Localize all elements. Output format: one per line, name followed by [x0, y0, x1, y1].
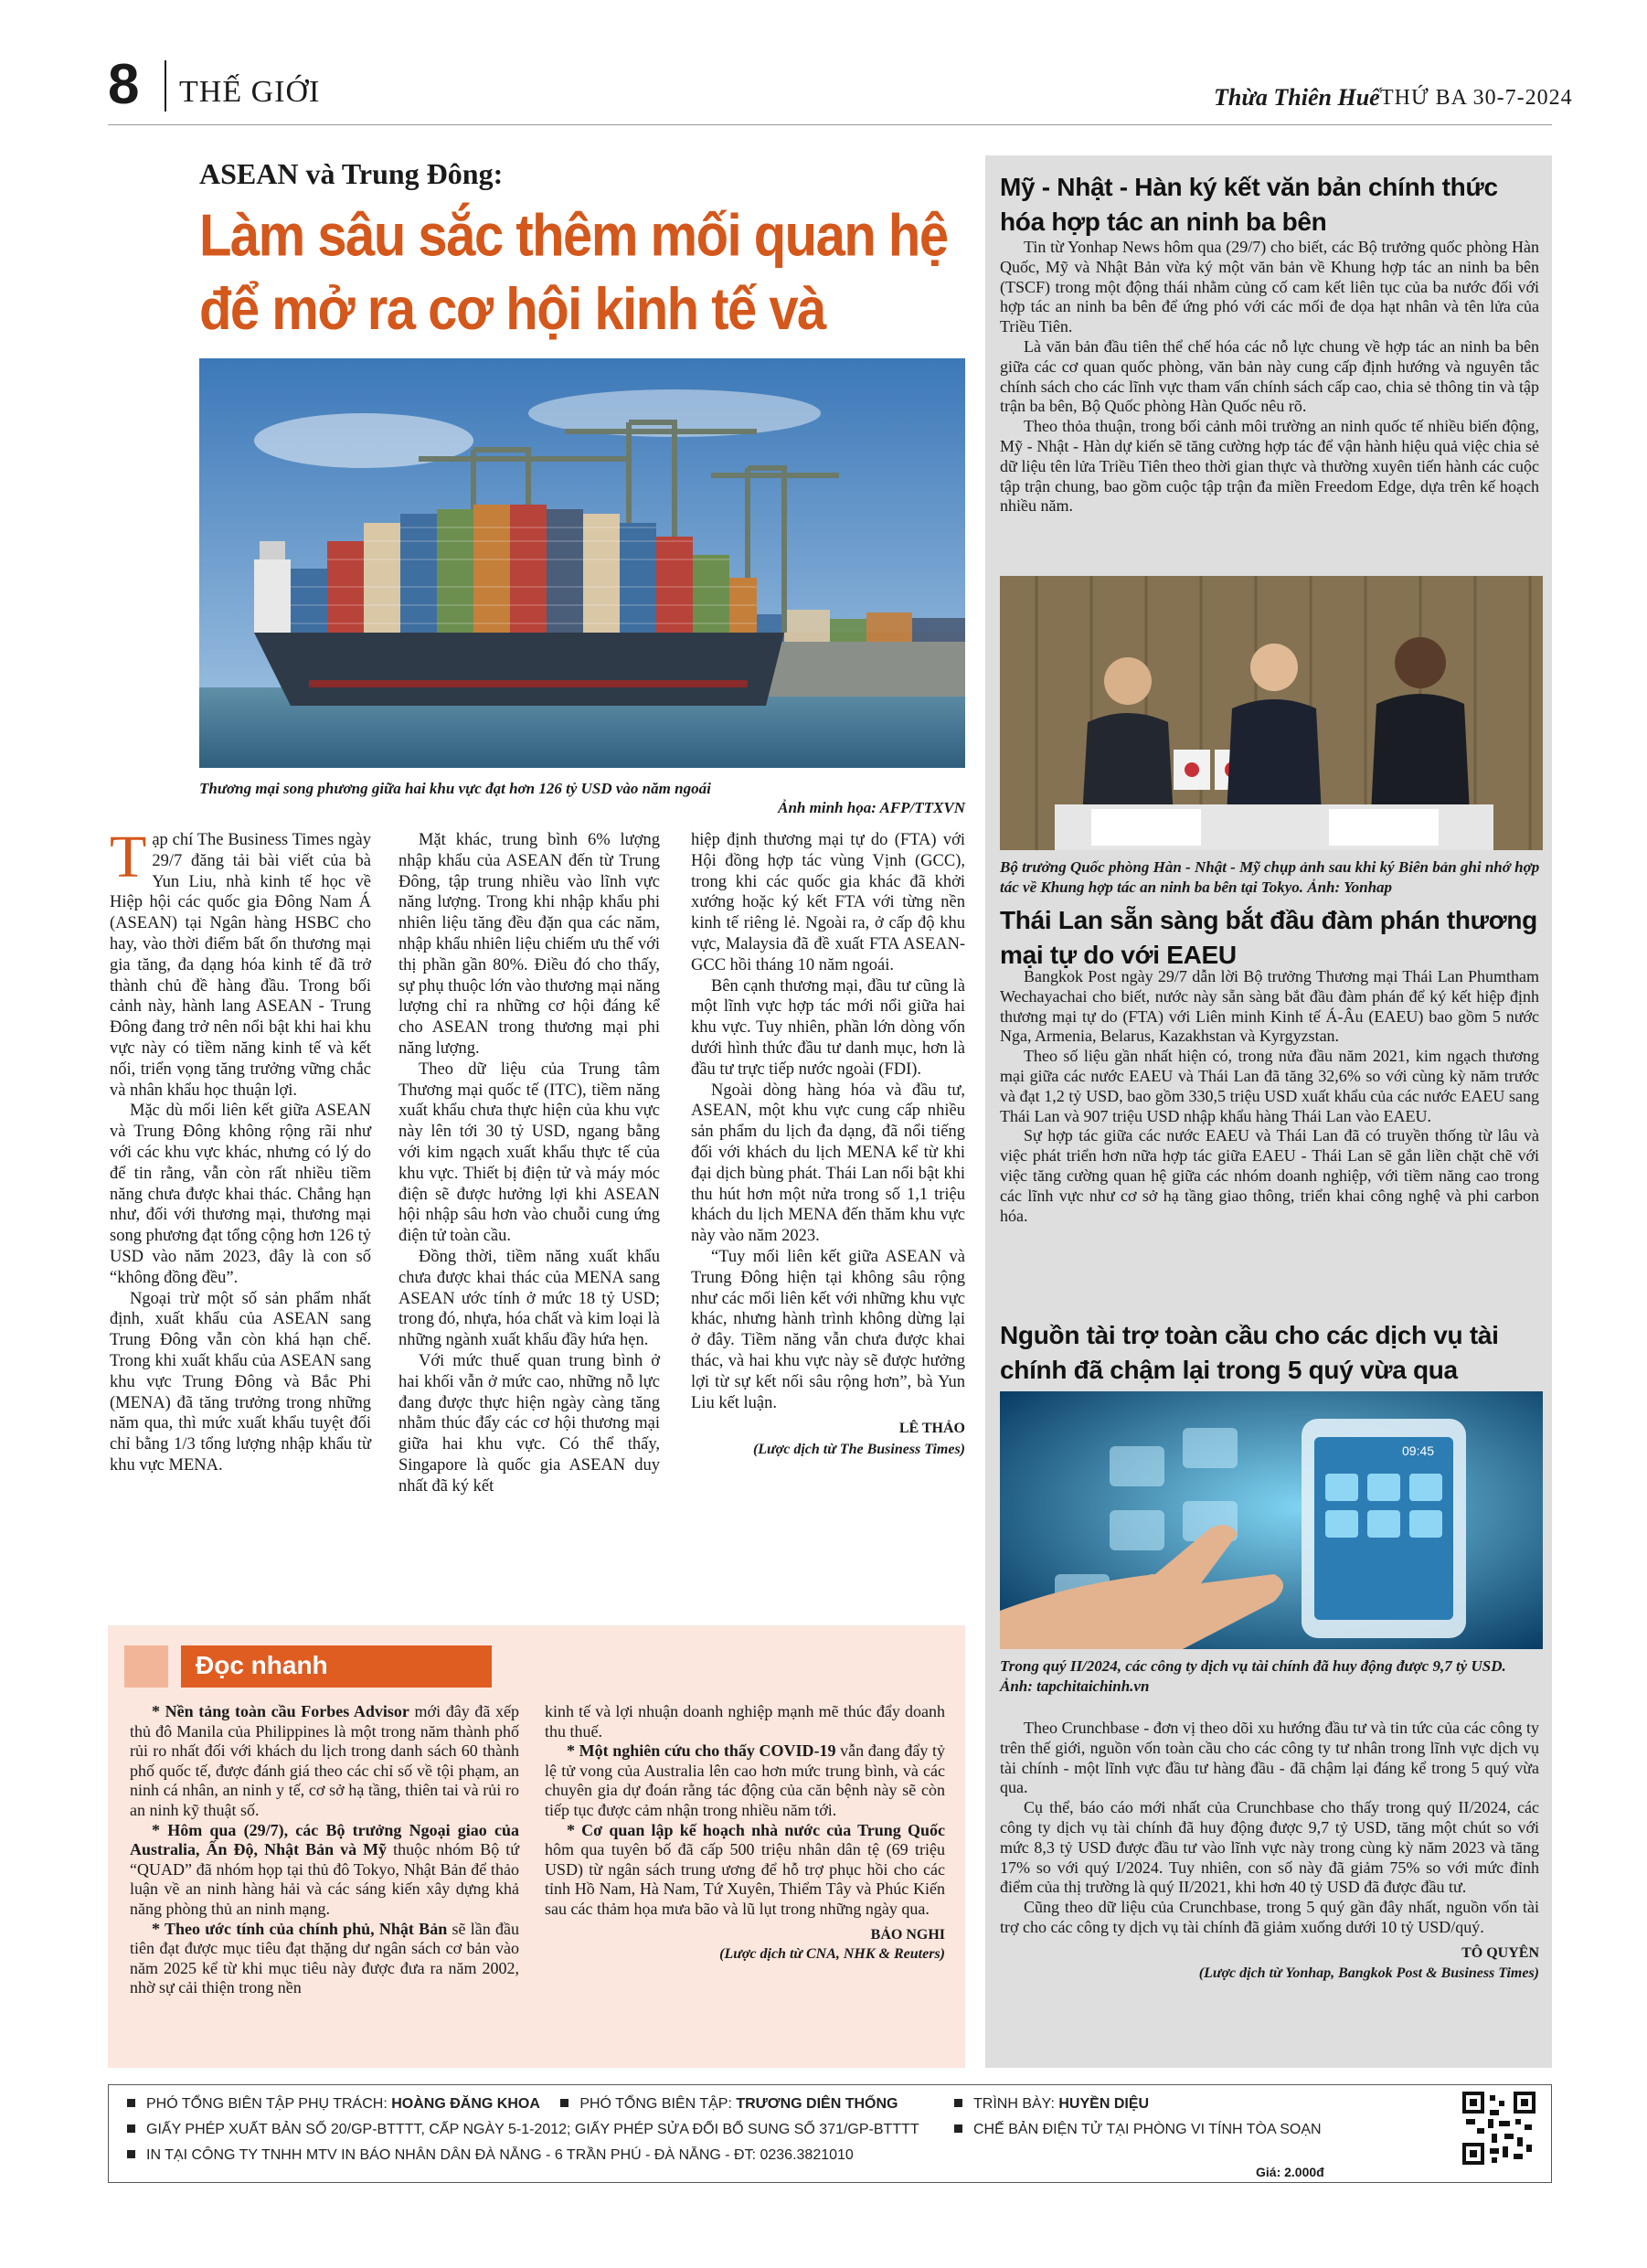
article-paragraph: Ngoài dòng hàng hóa và đầu tư, ASEAN, một khu vực cung cấp nhiều sản phẩm du lịch đa dạng, đã nổi tiếng đối với khách du lịch MENA kể từ khi đại dịch bùng phát. Thái Lan nổi bật khi thu hút hơn một nửa trong số 1,1 triệu khách du lịch MENA đến thăm khu vực này vào năm 2023.: [691, 1081, 965, 1246]
bullet-icon: [127, 2124, 135, 2133]
article-author: LÊ THẢO: [898, 1421, 965, 1437]
footer-license-line: GIẤY PHÉP XUẤT BẢN SỐ 20/GP-BTTTT, CẤP NGÀY 5-1-2012; GIẤY PHÉP SỬA ĐỔI BỔ SUNG SỐ 371/GP-BTTTT: [127, 2122, 919, 2138]
quick-read-column-1: [130, 1702, 519, 1998]
bullet-icon: [127, 2150, 135, 2158]
story-3-source: (Lược dịch từ Yonhap, Bangkok Post & Business Times): [1198, 1965, 1539, 1981]
issue-date: THỨ BA 30-7-2024: [1380, 86, 1573, 110]
article-paragraph: Bên cạnh thương mại, đầu tư cũng là một lĩnh vực hợp tác mới nổi giữa hai khu vực. Tuy nhiên, phần lớn dòng vốn dưới hình thức đầu tư danh mục, hơn là đầu tư trực tiếp nước ngoài (FDI).: [691, 976, 965, 1079]
article-column-1: [110, 824, 372, 1476]
article-paragraph: Tạp chí The Business Times ngày 29/7 đăng tải bài viết của bà Yun Liu, nhà kinh tế học về Hiệp hội các quốc gia Đông Nam Á (ASEAN) tại Ngân hàng HSBC cho hay, vào thời điểm bất ổn thương mại gia tăng, đa dạng hóa kinh tế đã trở thành chủ đề hàng đầu. Trong bối cảnh này, hành lang ASEAN - Trung Đông đang trở nên nổi bật khi hai khu vực này có tiềm năng kinh tế và kết nối, triển vọng tăng trưởng vững chắc và nhân khẩu học thuận lợi.: [110, 824, 371, 1100]
story-3-title: Nguồn tài trợ toàn cầu cho các dịch vụ tài chính đã chậm lại trong 5 quý vừa qua: [1000, 1321, 1499, 1384]
story-1-photo-caption: Bộ trưởng Quốc phòng Hàn - Nhật - Mỹ chụp ảnh sau khi ký Biên bản ghi nhớ hợp tác về Khung hợp tác an ninh ba bên tại Tokyo. Ảnh: Yonhap: [1000, 858, 1540, 896]
footer-typesetting-line: CHẾ BẢN ĐIỆN TỬ TẠI PHÒNG VI TÍNH TÒA SOẠN: [954, 2122, 1322, 2138]
article-paragraph: Theo dữ liệu của Trung tâm Thương mại quốc tế (ITC), tiềm năng xuất khẩu chưa thực hiện của khu vực này lên tới 30 tỷ USD, ngang bằng với kim ngạch xuất khẩu thực tế của khu vực. Thiết bị điện tử và máy móc điện sẽ được hưởng lợi khi ASEAN hội nhập sâu hơn vào chuỗi cung ứng điện tử toàn cầu.: [398, 1059, 660, 1246]
quick-read-item: * Nền tảng toàn cầu Forbes Advisor mới đây đã xếp thủ đô Manila của Philippines là một trong năm thành phố rủi ro nhất đối với khách du lịch trong danh sách 60 thành phố quốc tế, được đánh giá theo các chỉ số về tội phạm, an ninh cá nhân, an ninh y tế, cơ sở hạ tầng, thiên tai và rủi ro an ninh kỹ thuật số.: [130, 1702, 519, 1819]
bullet-icon: [954, 2099, 962, 2107]
container-port-photo: [199, 358, 965, 768]
article-column-2: [398, 830, 660, 1497]
smartphone-hand-illustration: [1000, 1391, 1543, 1649]
header-rule: [108, 124, 1552, 125]
quick-read-item: * Một nghiên cứu cho thấy COVID-19 vẫn đang đẩy tỷ lệ tử vong của Australia lên cao hơn mức trung bình, và các chuyên gia dự đoán rằng tác động của căn bệnh này sẽ còn tiếp tục được cảm nhận trong nhiều năm tới.: [545, 1741, 946, 1819]
quick-read-marker: [124, 1645, 168, 1688]
headline-line-1: Làm sâu sắc thêm mối quan hệ: [199, 202, 948, 270]
main-photo-credit: Ảnh minh họa: AFP/TTXVN: [778, 799, 965, 816]
footer-editor-line: PHÓ TỔNG BIÊN TẬP PHỤ TRÁCH: HOÀNG ĐĂNG KHOA PHÓ TỔNG BIÊN TẬP: TRƯƠNG DIÊN THỐNG: [127, 2096, 898, 2113]
quick-read-column-2: [545, 1702, 945, 1965]
quick-read-item: * Cơ quan lập kế hoạch nhà nước của Trung Quốc hôm qua tuyên bố đã cấp 500 triệu nhân dân tệ (69 triệu USD) từ ngân sách trung ương để hỗ trợ phục hồi cho các tỉnh Hồ Nam, Hà Nam, Tứ Xuyên, Thiểm Tây và Phúc Kiến sau các thảm họa mưa bão và lũ lụt trong những ngày qua.: [545, 1820, 945, 1918]
story-paragraph: Cụ thể, báo cáo mới nhất của Crunchbase cho thấy trong quý II/2024, các công ty dịch vụ tài chính đã huy động được 9,7 tỷ USD, tăng một chút so với mức 8,3 tỷ USD được đầu tư vào lĩnh vực này trong cùng kỳ năm 2023 và tăng 17% so với quý I/2024. Tuy nhiên, con số này đã giảm 75% so với mức đỉnh điểm của thị trường là quý II/2021, khi hơn 40 tỷ USD đã được đầu tư.: [1000, 1798, 1539, 1897]
article-paragraph: Với mức thuế quan trung bình ở hai khối vẫn ở mức cao, những nỗ lực đang được thực hiện ngày càng tăng nhằm thúc đẩy các cơ hội thương mại giữa hai khu vực. Có thể thấy, Singapore là quốc gia ASEAN duy nhất đã ký kết: [398, 1351, 660, 1496]
article-paragraph: Đồng thời, tiềm năng xuất khẩu chưa được khai thác của MENA sang ASEAN ước tính ở mức 18 tỷ USD; trong đó, nhựa, hóa chất và kim loại là những ngành xuất khẩu đầy hứa hẹn.: [398, 1247, 660, 1350]
main-photo-caption: Thương mại song phương giữa hai khu vực đạt hơn 126 tỷ USD vào năm ngoái: [199, 780, 711, 797]
header-divider: [165, 60, 166, 112]
story-3-author: TÔ QUYÊN: [1461, 1944, 1539, 1961]
footer-printer-line: IN TẠI CÔNG TY TNHH MTV IN BÁO NHÂN DÂN ĐÀ NẴNG - 6 TRẦN PHÚ - ĐÀ NẴNG - ĐT: 0236.3821010: [127, 2147, 854, 2164]
story-paragraph: Theo Crunchbase - đơn vị theo dõi xu hướng đầu tư và tin tức của các công ty trên thế giới, nguồn vốn toàn cầu cho các công ty tư nhân trong lĩnh vực dịch vụ tài chính - một lĩnh vực đầu tư hàng đầu - đã chậm lại đáng kể trong 5 quý vừa qua.: [1000, 1719, 1539, 1797]
quick-read-item: kinh tế và lợi nhuận doanh nghiệp mạnh mẽ thúc đẩy doanh thu thuế.: [545, 1702, 945, 1741]
quick-read-title: Đọc nhanh: [196, 1651, 328, 1679]
article-source: (Lược dịch từ The Business Times): [752, 1442, 965, 1458]
article-paragraph: “Tuy mối liên kết giữa ASEAN và Trung Đông hiện tại không sâu rộng như các mối liên kết với những khu vực khác, nhưng hành trình không dừng lại ở đây. Tiềm năng vẫn chưa được khai thác, và hai khu vực này sẽ được hưởng lợi từ sự kết nối sâu rộng hơn”, bà Yun Liu kết luận.: [691, 1247, 965, 1412]
section-title: THẾ GIỚI: [179, 75, 321, 109]
masthead-footer: [108, 2084, 1552, 2183]
container-ship-illustration: [199, 358, 965, 768]
page-number: 8: [108, 53, 140, 116]
phone-clock: 09:45: [1402, 1443, 1435, 1458]
article-kicker: ASEAN và Trung Đông:: [199, 157, 504, 190]
article-column-3: [691, 830, 965, 1461]
article-paragraph: Mặc dù mối liên kết giữa ASEAN và Trung Đông không rộng rãi như với các khu vực khác, nhưng có lý do để tin rằng, vẫn còn rất nhiều tiềm năng chưa được khai thác. Chẳng hạn như, đối với thương mại, thương mại song phương đạt tổng cộng hơn 126 tỷ USD vào năm 2023, đây là con số “không đồng đều”.: [110, 1102, 372, 1287]
article-paragraph: hiệp định thương mại tự do (FTA) với Hội đồng hợp tác vùng Vịnh (GCC), trong khi các quốc gia khác đã khởi xướng hoặc ký kết FTA với từng nền kinh tế riêng lẻ. Ngoài ra, ở cấp độ khu vực, Malaysia đã đề xuất FTA ASEAN-GCC hồi tháng 10 năm ngoái.: [691, 831, 965, 974]
ministers-illustration: [1000, 576, 1543, 850]
story-paragraph: Tin từ Yonhap News hôm qua (29/7) cho biết, các Bộ trưởng quốc phòng Hàn Quốc, Mỹ và Nhật Bản vừa ký một văn bản về Khung hợp tác an ninh ba bên (TSCF) trong một động thái nhằm củng cố cam kết liên tục của ba nước đối với hợp tác an ninh ba bên để ứng phó với các mối đe dọa hạt nhân và tên lửa của Triều Tiên.: [1000, 238, 1539, 336]
story-paragraph: Bangkok Post ngày 29/7 dẫn lời Bộ trưởng Thương mại Thái Lan Phumtham Wechayachai cho biết, nước này sẵn sàng bắt đầu đàm phán để ký kết hiệp định thương mại tự do (FTA) với Liên minh Kinh tế Á-Âu (EAEU) bao gồm 5 nước Nga, Armenia, Belarus, Kazakhstan và Kyrgyzstan.: [1000, 967, 1539, 1046]
qr-code-icon[interactable]: [1462, 2092, 1535, 2165]
headline-line-2: để mở ra cơ hội kinh tế và: [199, 276, 825, 343]
defense-ministers-photo: [1000, 576, 1543, 850]
story-paragraph: Cũng theo dữ liệu của Crunchbase, trong 5 quý gần đây nhất, nguồn vốn tài trợ cho các công ty dịch vụ tài chính đã giảm xuống dưới 10 tỷ USD/quý.: [1000, 1898, 1539, 1936]
quick-read-item: * Hôm qua (29/7), các Bộ trưởng Ngoại giao của Australia, Ấn Độ, Nhật Bản và Mỹ thuộc nhóm Bộ tứ “QUAD” đã nhóm họp tại thủ đô Tokyo, Nhật Bản để thảo luận về an ninh hàng hải và các sáng kiến xây dựng khả năng phòng thủ an ninh mạng.: [130, 1820, 519, 1918]
story-paragraph: Sự hợp tác giữa các nước EAEU và Thái Lan đã có truyền thống từ lâu và việc phát triển hơn nữa hợp tác giữa EAEU - Thái Lan sẽ gắn liền chặt chẽ với việc tăng cường quan hệ giữa các nhóm doanh nghiệp, với tiềm năng cao trong các lĩnh vực như cơ sở hạ tầng giao thông, triển khai công nghệ và phi carbon hóa.: [1000, 1126, 1539, 1225]
story-1-title: Mỹ - Nhật - Hàn ký kết văn bản chính thức hóa hợp tác an ninh ba bên: [1000, 173, 1498, 236]
quick-read-author: BẢO NGHI: [870, 1926, 945, 1943]
story-paragraph: Theo thỏa thuận, trong bối cảnh môi trường an ninh quốc tế nhiều biến động, Mỹ - Nhật - Hàn dự kiến sẽ tăng cường hợp tác để vận hành hiệu quả việc chia sẻ dữ liệu tên lửa Triều Tiên theo thời gian thực và thường xuyên tiến hành các cuộc tập trận chung, bao gồm cuộc tập trận đa miền Freedom Edge, dựa trên kế hoạch nhiều năm.: [1000, 417, 1539, 516]
story-paragraph: Theo số liệu gần nhất hiện có, trong nửa đầu năm 2021, kim ngạch thương mại giữa các nước EAEU và Thái Lan đã tăng 32,6% so với cùng kỳ năm trước và đạt 1,2 tỷ USD, bao gồm 330,5 triệu USD xuất khẩu của các nước EAEU sang Thái Lan và 907 triệu USD nhập khẩu hàng Thái Lan vào EAEU.: [1000, 1047, 1539, 1125]
story-paragraph: Là văn bản đầu tiên thể chế hóa các nỗ lực chung về hợp tác an ninh ba bên giữa các cơ quan quốc phòng, văn bản này cung cấp định hướng và nguyên tắc chính sách cho các lĩnh vực tham vấn chính sách cấp cao, chia sẻ thông tin và tập trận ba bên, Bộ Quốc phòng Hàn Quốc nêu rõ.: [1000, 336, 1539, 416]
quick-read-item: * Theo ước tính của chính phủ, Nhật Bản sẽ lần đầu tiên đạt được mục tiêu đạt thặng dư ngân sách cơ bản vào năm 2025 kể từ khi mục tiêu này được đưa ra năm 2002, nhờ sự cải thiện trong nền: [130, 1919, 519, 1997]
price-label: Giá: 2.000đ: [1256, 2165, 1324, 2179]
story-2-body: [1000, 967, 1539, 1226]
footer-layout-line: TRÌNH BÀY: HUYỀN DIỆU: [954, 2096, 1149, 2113]
story-3-body: [1000, 1719, 1539, 1983]
drop-cap: T: [110, 824, 147, 890]
fintech-photo: [1000, 1391, 1543, 1649]
article-paragraph: Mặt khác, trung bình 6% lượng nhập khẩu của ASEAN đến từ Trung Đông, tập trung nhiều vào lĩnh vực năng lượng. Trong khi nhập khẩu phi nhiên liệu tăng đều đặn qua các năm, nhập khẩu nhiên liệu chiếm ưu thế với thị phần gần 80%. Điều đó cho thấy, sự phụ thuộc lớn vào thương mại năng lượng chỉ ra những cơ hội đáng kể cho ASEAN trong thương mại phi năng lượng.: [398, 831, 660, 1058]
bullet-icon: [127, 2099, 135, 2107]
bullet-icon: [954, 2124, 962, 2133]
story-2-title: Thái Lan sẵn sàng bắt đầu đàm phán thương mại tự do với EAEU: [1000, 906, 1537, 969]
story-3-photo-caption: Trong quý II/2024, các công ty dịch vụ tài chính đã huy động được 9,7 tỷ USD. Ảnh: tapchitaichinh.vn: [1000, 1657, 1506, 1695]
bullet-icon: [560, 2099, 568, 2107]
article-paragraph: Ngoại trừ một số sản phẩm nhất định, xuất khẩu của ASEAN sang Trung Đông vẫn còn khá hạn chế. Trong khi xuất khẩu của ASEAN sang khu vực Trung Đông và Bắc Phi (MENA) đã tăng trưởng trong những năm qua, thì mức xuất khẩu tuyệt đối chỉ bằng 1/3 tổng lượng nhập khẩu từ khu vực MENA.: [110, 1289, 371, 1475]
newspaper-name: Thừa Thiên Huế: [1214, 84, 1380, 111]
story-1-body: [1000, 238, 1539, 516]
quick-read-source: (Lược dịch từ CNA, NHK & Reuters): [719, 1946, 945, 1963]
